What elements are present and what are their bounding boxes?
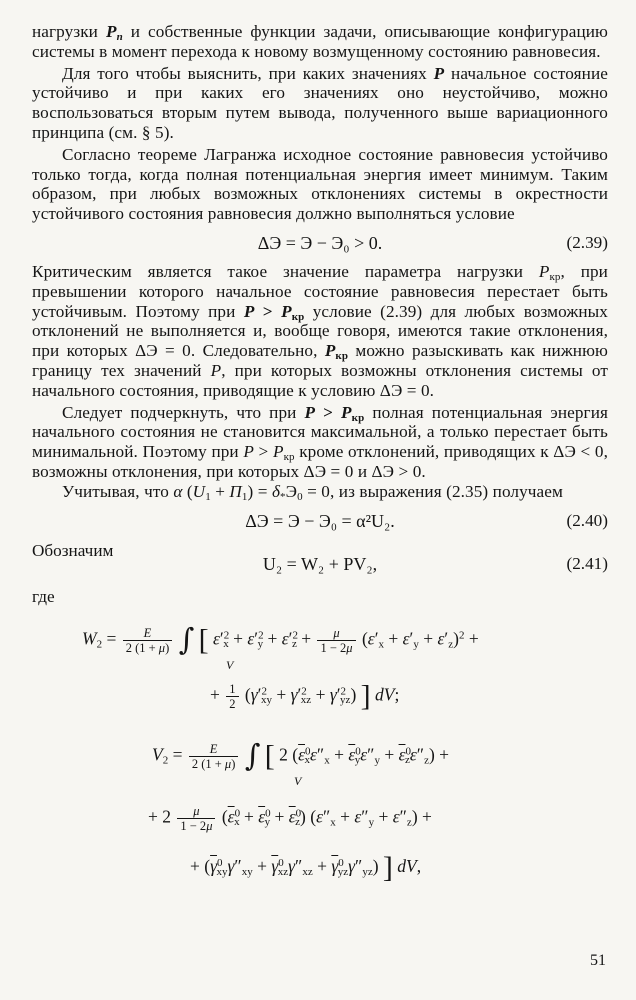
equation-number: (2.39) [566, 232, 608, 252]
paragraph-1: нагрузки $P_n$ и собственные функции задачи, описывающие конфигурацию системы в момент перехода к новому возмущенному состоянию равновесия. [32, 22, 609, 61]
formula-w2-line1: $W_2$ = $\frac{E}{2 (1 + \mu)}$ ∫ [ $\varepsilon'^2_x + \varepsilon'^2_y + \varepsilon'^2_z$ + $\frac{\mu}{1 - 2\mu}$ $(\varepsilon'_x + \varepsilon'_y + \varepsilon'_z)^2$ + V [82, 622, 479, 672]
label-where: где [32, 586, 55, 606]
formula-w2-line2: + $\frac{1}{2}$ $(\gamma'^2_{xy} + \gamma'^2_{xz} + \gamma'^2_{yz})$ ] dV; [210, 679, 400, 713]
equation-2-41 [32, 540, 608, 584]
equation-number: (2.41) [566, 553, 608, 573]
page-number: 51 [590, 952, 606, 969]
label-denote: Обозначим [32, 540, 114, 560]
formula-v2-line3: + $(\overline{\gamma}^0_{xy}\gamma''_{xy} + \overline{\gamma}^0_{xz}\gamma''_{xz} + \overline{\gamma}^0_{yz}\gamma''_{yz})$ ] dV, [190, 850, 422, 884]
paragraph-4: Критическим является такое значение параметра нагрузки $P_{кр}$, при превышении которого начальное состояние равновесия перестает быть устойчивым. Поэтому при $P > P_{кр}$ условие (2.39) для любых возможных отклонений не выполняется и, вообще говоря, имеются такие отклонения, при которых ΔЭ = 0. Следовательно, $P_{кр}$ можно разыскивать как нижнюю границу тех значений P, при которых возможны отклонения системы от начального состояния, приводящие к условию ΔЭ = 0. [32, 261, 608, 400]
paragraph-6: Учитывая, что α $(U_1 + \Pi_1) = \delta_*Э_0 = 0$, из выражения (2.35) получаем [62, 481, 563, 503]
equation-2-40 [32, 502, 608, 540]
paragraph-5: Следует подчеркнуть, что при $P > P_{кр}$ полная потенциальная энергия начального состояния не становится максимальной, а только перестает быть минимальной. Поэтому при $P > P_{кр}$ кроме отклонений, приводящих к ΔЭ < 0, возможны отклонения, при которых ΔЭ = 0 и ΔЭ > 0. [32, 402, 608, 481]
paragraph-3: Согласно теореме Лагранжа исходное состояние равновесия устойчиво только тогда, когда полная потенциальная энергия имеет минимум. Таким образом, при любых возможных отклонениях системы в окрестности устойчивого состояния равновесия должно выполняться условие [32, 144, 608, 224]
equation-number: (2.40) [566, 510, 608, 530]
equation-body: ΔЭ = Э − Э₀ = α²U₂. [245, 510, 395, 531]
page-content [32, 22, 608, 900]
formula-v2-line2: + 2 $\frac{\mu}{1 - 2\mu}$ $(\overline{\varepsilon}^0_x + \overline{\varepsilon}^0_y + \overline{\varepsilon}^0_z) (\varepsilon''_x + \varepsilon''_y + \varepsilon''_z)$ + [148, 803, 432, 833]
equation-body: U₂ = W₂ + PV₂, [262, 553, 378, 574]
formula-v2-line1: $V_2$ = $\frac{E}{2 (1 + \mu)}$ ∫ [ 2 $(\overline{\varepsilon}^0_x\varepsilon''_x + \overline{\varepsilon}^0_y\varepsilon''_y + \overline{\varepsilon}^0_z\varepsilon''_z)$ + V [152, 738, 450, 788]
paragraph-2: Для того чтобы выяснить, при каких значениях P начальное состояние устойчиво и при каких его значениях оно неустойчиво, можно воспользоваться вторым путем вывода, полученного выше вариационного принципа (см. § 5). [32, 63, 608, 142]
equation-2-39 [32, 224, 608, 262]
equation-body: ΔЭ = Э − Э₀ > 0. [257, 232, 383, 253]
